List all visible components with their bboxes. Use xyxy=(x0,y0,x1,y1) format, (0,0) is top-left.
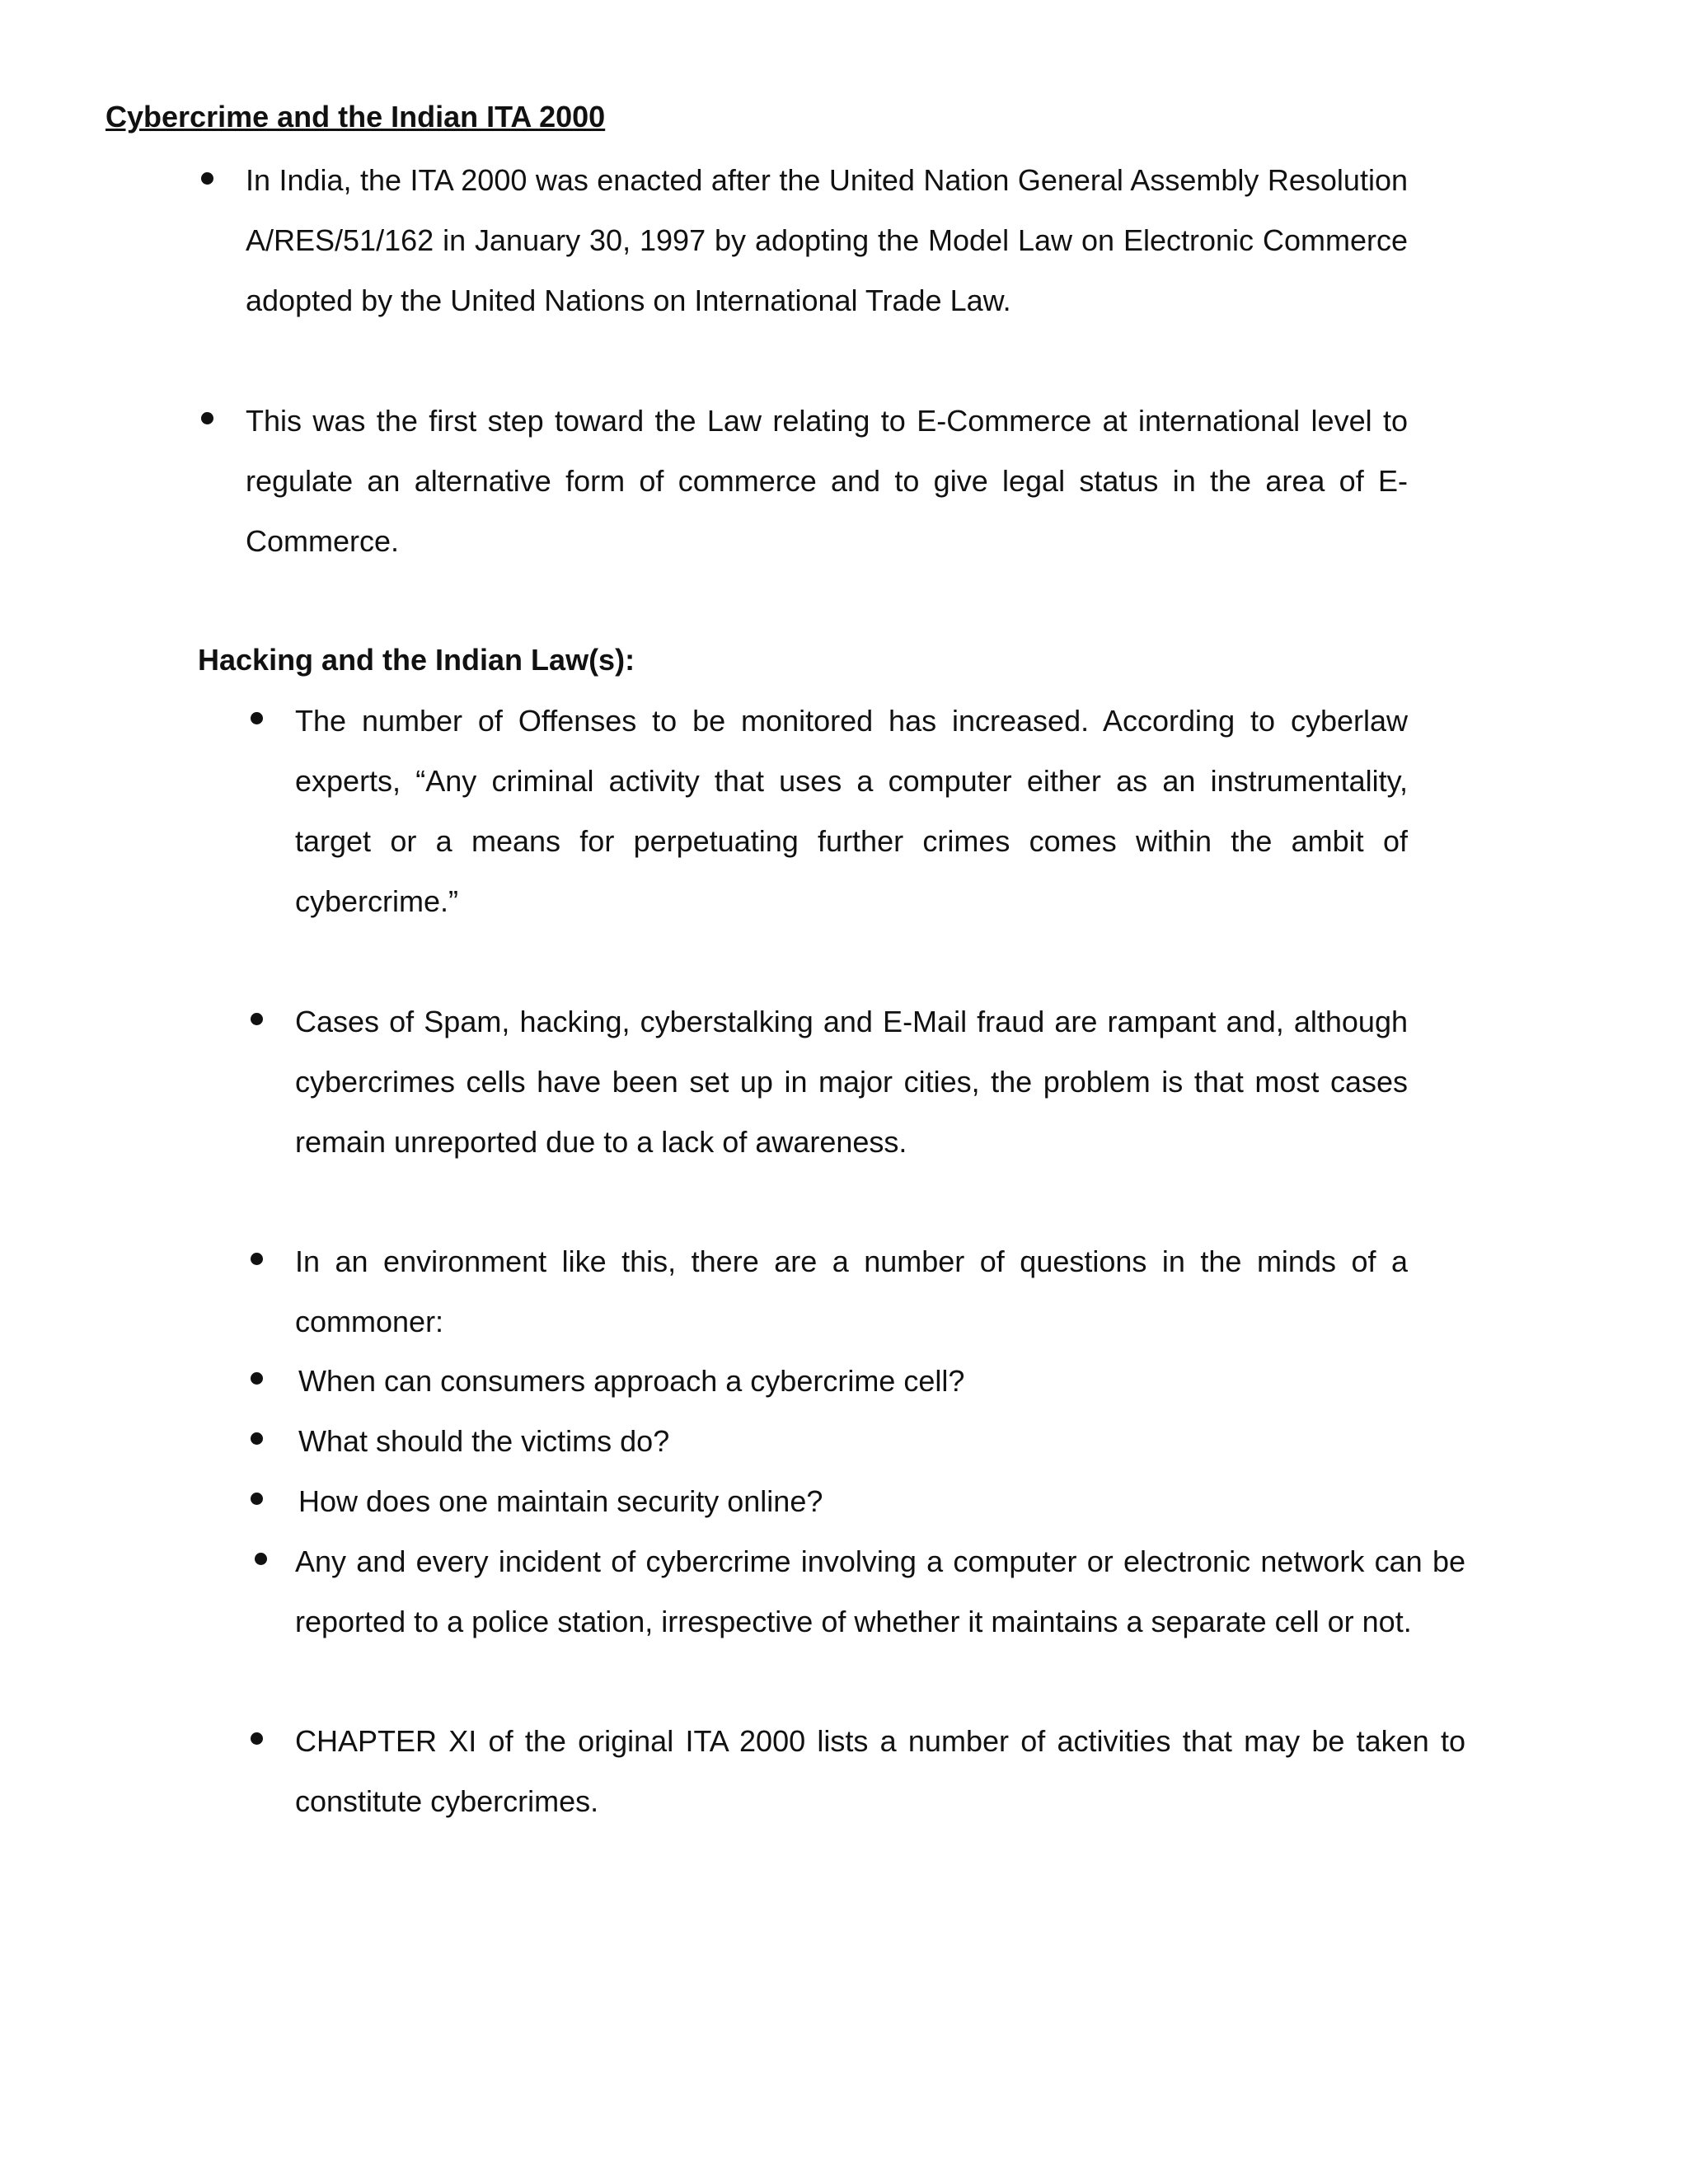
bullet-icon xyxy=(201,172,213,185)
paragraph-chapter-xi: CHAPTER XI of the original ITA 2000 lists a number of activities that may be taken to constitute cybercrimes. xyxy=(295,1724,1465,1818)
bullet-icon xyxy=(255,1553,267,1565)
question-victims: What should the victims do? xyxy=(298,1424,670,1458)
paragraph-cases: Cases of Spam, hacking, cyberstalking and E-Mail fraud are rampant and, although cybercrimes cells have been set up in major cities, the problem is that most cases remain unreported due to a lack of awareness. xyxy=(295,1005,1408,1159)
bullet-icon xyxy=(201,412,213,424)
question-security: How does one maintain security online? xyxy=(298,1484,823,1518)
bullet-icon xyxy=(251,1253,263,1265)
question-consumers: When can consumers approach a cybercrime cell? xyxy=(298,1364,965,1398)
paragraph-offenses: The number of Offenses to be monitored has increased. According to cyberlaw experts, “Any criminal activity that uses a computer either as an instrumentality, target or a means for perpetuating further crimes comes within the ambit of cybercrime.” xyxy=(295,704,1408,918)
bullet-icon xyxy=(251,1372,263,1385)
section-heading: Hacking and the Indian Law(s): xyxy=(198,643,635,677)
document-title: Cybercrime and the Indian ITA 2000 xyxy=(106,100,606,134)
bullet-icon xyxy=(251,1432,263,1445)
bullet-icon xyxy=(251,1732,263,1745)
paragraph-ita-enactment: In India, the ITA 2000 was enacted after the United Nation General Assembly Resolution A/RES/51/162 in January 30, 1997 by adopting the Model Law on Electronic Commerce adopted by the United Nations on International Trade Law. xyxy=(246,163,1408,317)
bullet-icon xyxy=(251,1493,263,1505)
bullet-icon xyxy=(251,1013,263,1025)
paragraph-first-step: This was the first step toward the Law relating to E-Commerce at international level to regulate an alternative form of commerce and to give legal status in the area of E-Commerce. xyxy=(246,404,1408,558)
paragraph-environment: In an environment like this, there are a number of questions in the minds of a commoner: xyxy=(295,1244,1408,1338)
paragraph-reporting: Any and every incident of cybercrime involving a computer or electronic network can be reported to a police station, irrespective of whether it maintains a separate cell or not. xyxy=(295,1544,1465,1638)
bullet-icon xyxy=(251,712,263,724)
